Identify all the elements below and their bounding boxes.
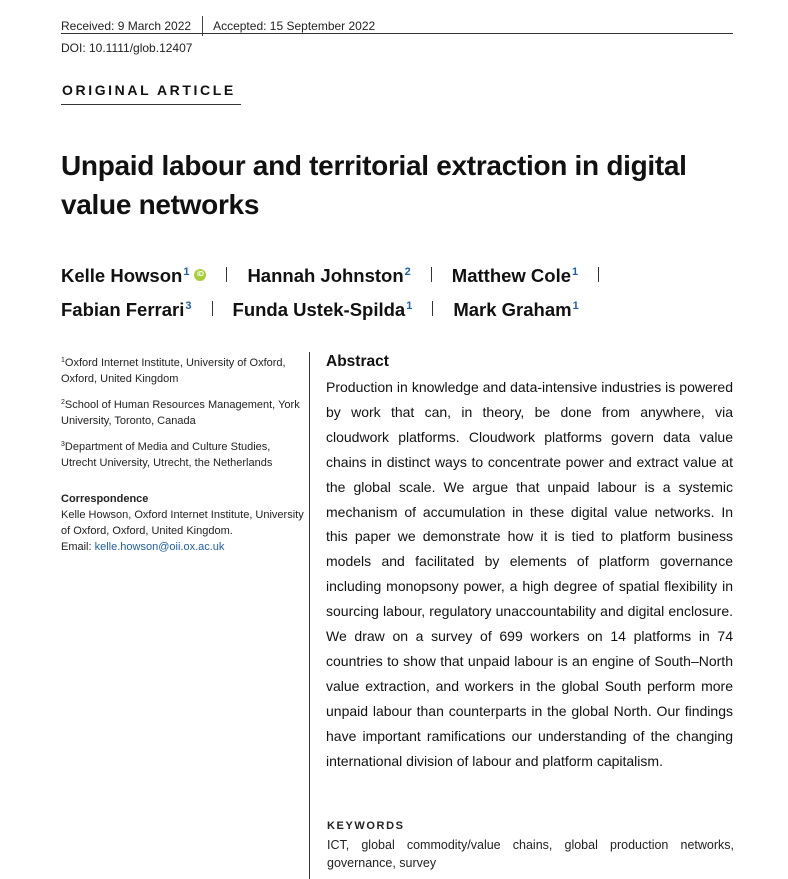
email-link[interactable]: kelle.howson@oii.ox.ac.uk xyxy=(94,541,225,553)
author-separator xyxy=(226,267,227,282)
correspondence-heading: Correspondence xyxy=(61,493,149,505)
doi[interactable]: DOI: 10.1111/glob.12407 xyxy=(61,41,193,55)
author-separator xyxy=(431,267,432,282)
accepted-date: Accepted: 15 September 2022 xyxy=(213,19,376,33)
keywords-heading: KEYWORDS xyxy=(327,820,405,832)
author-separator xyxy=(598,267,599,282)
abstract-text: Production in knowledge and data-intensive industries is powered by work that can, in theory, be done from anywhere, via cloudwork platforms. Cloudwork platforms govern data value chains in distinct ways to concentrate power and extract value at the global scale. We argue that unpaid labour is a systemic mechanism of accumulation in these digital value networks. In this paper we demonstrate how it is tied to platform business models and facilitated by elements of platform governance including monopsony power, a high degree of spatial flexibility in sourcing labour, regulatory unaccountability and digital enclosure. We draw on a survey of 699 workers on 14 platforms in 74 countries to show that unpaid labour is an engine of South–North value extraction, and workers in the global South perform more unpaid labour than counterparts in the global North. Our findings have important ramifications our understanding of the changing international division of labour and platform capitalism. xyxy=(326,379,733,769)
author[interactable]: Fabian Ferrari$^3$ xyxy=(61,299,192,320)
correspondence-text: Kelle Howson, Oxford Internet Institute, University of Oxford, Oxford, United Kingdom. xyxy=(61,509,304,537)
author-list xyxy=(61,257,619,325)
author[interactable]: Funda Ustek-Spilda$^1$ xyxy=(232,299,413,320)
abstract-heading: Abstract xyxy=(326,353,389,370)
author[interactable]: Hannah Johnston$^2$ xyxy=(247,265,411,286)
author-row-1 xyxy=(61,257,619,291)
affiliation: $^2$School of Human Resources Management, York University, Toronto, Canada xyxy=(61,399,300,427)
article-title: Unpaid labour and territorial extraction in digital value networks xyxy=(61,150,687,220)
affiliation: $^1$Oxford Internet Institute, University of Oxford, Oxford, United Kingdom xyxy=(61,357,286,385)
correspondence-email: Email: kelle.howson@oii.ox.ac.uk xyxy=(61,541,225,553)
author[interactable]: Mark Graham$^1$ xyxy=(453,299,579,320)
header-rule xyxy=(61,33,733,34)
author[interactable]: Kelle Howson$^1$ xyxy=(61,265,190,286)
author-separator xyxy=(432,301,433,316)
affiliation: $^3$Department of Media and Culture Studies, Utrecht University, Utrecht, the Netherlands xyxy=(61,441,273,469)
author-separator xyxy=(212,301,213,316)
section-label: ORIGINAL ARTICLE xyxy=(62,82,236,98)
keywords-section xyxy=(327,820,734,872)
abstract-section xyxy=(326,352,733,774)
orcid-icon[interactable]: iD xyxy=(194,269,206,281)
author[interactable]: Matthew Cole$^1$ xyxy=(451,265,579,286)
received-date: Received: 9 March 2022 xyxy=(61,19,192,33)
affiliations-column xyxy=(61,353,306,555)
author-row-2 xyxy=(61,291,619,325)
section-rule xyxy=(61,104,241,105)
keywords-text: ICT, global commodity/value chains, global production networks, governance, survey xyxy=(327,838,734,870)
column-divider xyxy=(309,352,310,879)
